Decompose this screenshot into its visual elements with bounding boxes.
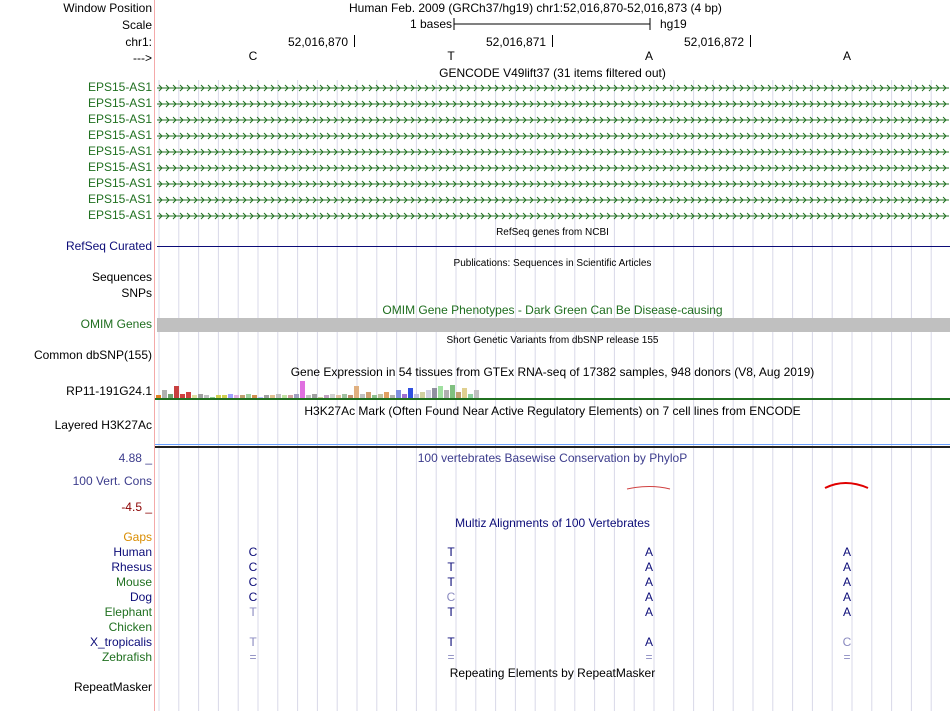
aligned-base: A — [644, 545, 653, 559]
window-position-label: Window Position — [63, 1, 152, 15]
window-position-text: Human Feb. 2009 (GRCh37/hg19) chr1:52,016,870-52,016,873 (4 bp) — [349, 1, 722, 15]
gene-label[interactable]: EPS15-AS1 — [87, 208, 152, 222]
track-image[interactable] — [155, 0, 950, 711]
strand-arrow-label: ---> — [133, 51, 152, 65]
h3k27ac-track-title: H3K27Ac Mark (Often Found Near Active Regulatory Elements) on 7 cell lines from ENCODE — [304, 404, 801, 418]
cons-min-label: -4.5 _ — [121, 500, 152, 514]
h3k27ac-signal-line — [155, 444, 950, 445]
aligned-base: A — [644, 560, 653, 574]
tick-mark — [750, 35, 751, 47]
refseq-track-title: RefSeq genes from NCBI — [496, 227, 609, 238]
aligned-base: C — [248, 590, 258, 604]
gencode-track-title: GENCODE V49lift37 (31 items filtered out) — [439, 66, 666, 80]
position-tick: 52,016,872 — [684, 35, 745, 49]
publications-track-title: Publications: Sequences in Scientific Articles — [453, 258, 652, 269]
gaps-label[interactable]: Gaps — [123, 530, 152, 544]
aligned-base: A — [644, 635, 653, 649]
species-label[interactable]: Zebrafish — [101, 650, 152, 664]
aligned-base: T — [447, 560, 455, 574]
gene-model[interactable] — [157, 148, 949, 156]
aligned-base: = — [447, 650, 455, 664]
aligned-base: C — [842, 635, 852, 649]
aligned-base: = — [249, 650, 257, 664]
aligned-base: A — [644, 590, 653, 604]
aligned-base: T — [447, 635, 455, 649]
species-label[interactable]: Rhesus — [111, 560, 152, 574]
species-label[interactable]: Chicken — [108, 620, 152, 634]
cons-track-label[interactable]: 100 Vert. Cons — [72, 474, 152, 488]
position-tick: 52,016,871 — [486, 35, 547, 49]
h3k27ac-label[interactable]: Layered H3K27Ac — [54, 418, 152, 432]
aligned-base: A — [842, 545, 851, 559]
gene-model[interactable] — [157, 196, 949, 204]
reference-base: C — [248, 49, 258, 63]
species-label[interactable]: Mouse — [115, 575, 152, 589]
gene-label[interactable]: EPS15-AS1 — [87, 80, 152, 94]
gene-label[interactable]: EPS15-AS1 — [87, 192, 152, 206]
aligned-base: T — [447, 575, 455, 589]
phylop-signal — [823, 480, 873, 490]
aligned-base: A — [842, 605, 851, 619]
phylop-track-title: 100 vertebrates Basewise Conservation by PhyloP — [417, 451, 688, 465]
gtex-gene-line[interactable] — [155, 398, 950, 400]
aligned-base: C — [446, 590, 456, 604]
gtex-tissue-bar[interactable] — [300, 381, 305, 399]
aligned-base: T — [447, 545, 455, 559]
refseq-label[interactable]: RefSeq Curated — [65, 239, 152, 253]
species-label[interactable]: Dog — [129, 590, 152, 604]
aligned-base: A — [644, 605, 653, 619]
chrom-label: chr1: — [125, 35, 152, 49]
phylop-signal — [625, 482, 675, 490]
aligned-base: T — [447, 605, 455, 619]
species-label[interactable]: Human — [113, 545, 152, 559]
gene-model[interactable] — [157, 116, 949, 124]
gene-label[interactable]: EPS15-AS1 — [87, 144, 152, 158]
gtex-bar-chart[interactable] — [156, 379, 486, 399]
gene-model[interactable] — [157, 100, 949, 108]
omim-label[interactable]: OMIM Genes — [80, 317, 152, 331]
aligned-base: C — [248, 560, 258, 574]
dbsnp-track-title: Short Genetic Variants from dbSNP release 155 — [446, 335, 659, 346]
gtex-tissue-bar[interactable] — [450, 385, 455, 399]
aligned-base: C — [248, 545, 258, 559]
gene-model[interactable] — [157, 212, 949, 220]
cons-max-label: 4.88 _ — [118, 451, 152, 465]
dbsnp-label[interactable]: Common dbSNP(155) — [33, 348, 152, 362]
aligned-base: = — [843, 650, 851, 664]
multiz-track-title: Multiz Alignments of 100 Vertebrates — [455, 516, 650, 530]
gene-label[interactable]: EPS15-AS1 — [87, 160, 152, 174]
species-label[interactable]: Elephant — [104, 605, 152, 619]
sequences-label[interactable]: Sequences — [91, 270, 152, 284]
gene-model[interactable] — [157, 132, 949, 140]
gtex-label[interactable]: RP11-191G24.1 — [66, 384, 152, 398]
aligned-base: T — [249, 605, 257, 619]
reference-base: A — [842, 49, 851, 63]
snps-label[interactable]: SNPs — [121, 286, 152, 300]
reference-base: T — [447, 49, 455, 63]
omim-gene-bar[interactable] — [157, 318, 950, 332]
scale-text: 1 bases — [409, 17, 452, 31]
h3k27ac-baseline — [155, 446, 950, 448]
gene-model[interactable] — [157, 180, 949, 188]
refseq-gene-line[interactable] — [157, 246, 950, 247]
gene-label[interactable]: EPS15-AS1 — [87, 128, 152, 142]
aligned-base: A — [842, 560, 851, 574]
gtex-track-title: Gene Expression in 54 tissues from GTEx RNA-seq of 17382 samples, 948 donors (V8, Aug 2019) — [290, 365, 815, 379]
gene-label[interactable]: EPS15-AS1 — [87, 112, 152, 126]
assembly-text: hg19 — [660, 17, 687, 31]
aligned-base: C — [248, 575, 258, 589]
aligned-base: = — [645, 650, 653, 664]
track-label-column — [0, 0, 154, 711]
gene-model[interactable] — [157, 164, 949, 172]
gene-model[interactable] — [157, 84, 949, 92]
reference-base: A — [644, 49, 653, 63]
species-label[interactable]: X_tropicalis — [89, 635, 152, 649]
scale-bar — [453, 17, 653, 31]
gene-label[interactable]: EPS15-AS1 — [87, 96, 152, 110]
aligned-base: A — [842, 575, 851, 589]
aligned-base: A — [644, 575, 653, 589]
aligned-base: A — [842, 590, 851, 604]
tick-mark — [552, 35, 553, 47]
omim-track-title: OMIM Gene Phenotypes - Dark Green Can Be Disease-causing — [382, 303, 723, 317]
tick-mark — [354, 35, 355, 47]
scale-label: Scale — [121, 18, 152, 32]
position-tick: 52,016,870 — [288, 35, 349, 49]
aligned-base: T — [249, 635, 257, 649]
gene-label[interactable]: EPS15-AS1 — [87, 176, 152, 190]
repeatmasker-label[interactable]: RepeatMasker — [73, 680, 152, 694]
repeatmasker-track-title: Repeating Elements by RepeatMasker — [449, 666, 656, 680]
